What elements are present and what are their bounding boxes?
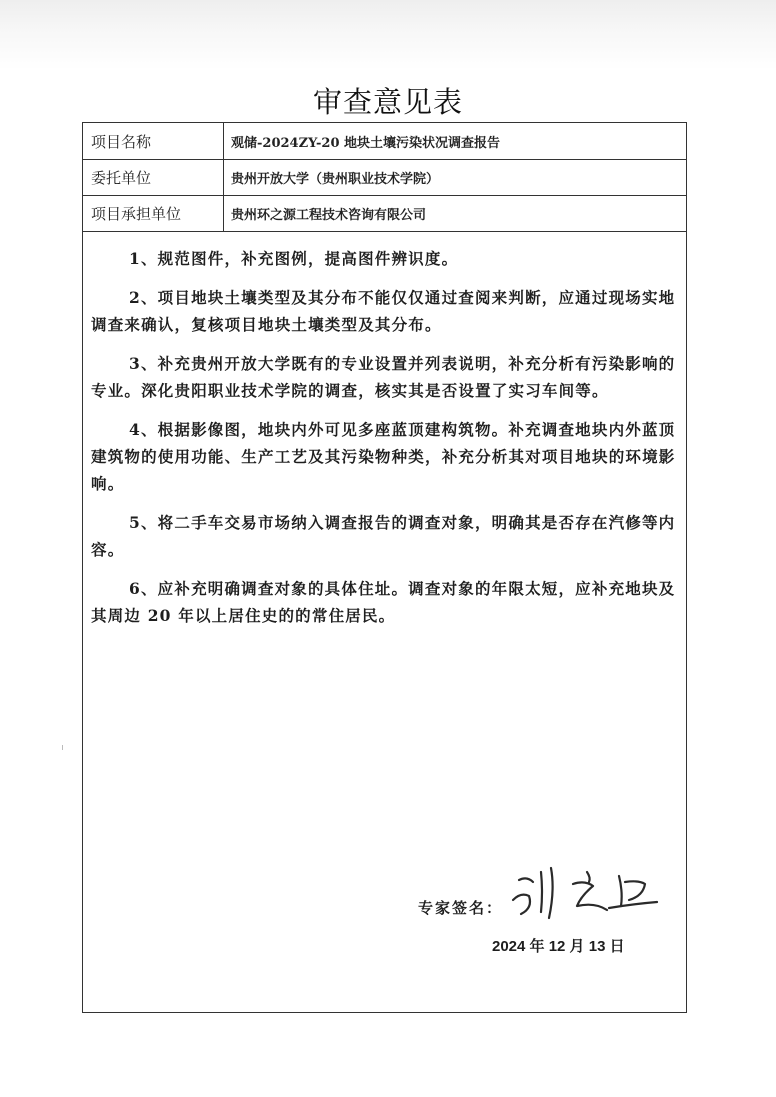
row-label: 项目名称 (91, 132, 152, 151)
row-value: 贵州开放大学（贵州职业技术学院） (231, 172, 440, 187)
row-project-name (83, 123, 686, 160)
row-value: 贵州环之源工程技术咨询有限公司 (231, 208, 427, 223)
opinion-item: 2、项目地块土壤类型及其分布不能仅仅通过查阅来判断，应通过现场实地调查来确认，复核项目地块土壤类型及其分布。 (91, 288, 676, 334)
opinion-item: 5、将二手车交易市场纳入调查报告的调查对象，明确其是否存在汽修等内容。 (91, 513, 676, 559)
document-title: 审查意见表 (312, 85, 463, 119)
opinion-item: 4、根据影像图，地块内外可见多座蓝顶建构筑物。补充调查地块内外蓝顶建筑物的使用功能、生产工艺及其污染物种类，补充分析其对项目地块的环境影响。 (91, 420, 676, 493)
row-label: 项目承担单位 (91, 205, 182, 223)
opinion-item: 6、应补充明确调查对象的具体住址。调查对象的年限太短，应补充地块及其周边 20 年以上居住史的的常住居民。 (91, 579, 676, 625)
opinion-item: 1、规范图件，补充图例，提高图件辨识度。 (129, 249, 459, 268)
signature-label: 专家签名： (418, 899, 504, 917)
review-opinions (83, 233, 686, 629)
signing-date: 2024 年 12 月 13 日 (492, 938, 625, 955)
handwritten-signature (507, 862, 667, 924)
row-contractor (83, 196, 686, 232)
scan-shadow (0, 0, 776, 70)
scan-artifact (62, 745, 63, 750)
row-label: 委托单位 (91, 169, 152, 187)
opinion-item: 3、补充贵州开放大学既有的专业设置并列表说明，补充分析有污染影响的专业。深化贵阳职业技术学院的调查，核实其是否设置了实习车间等。 (91, 354, 676, 400)
row-client (83, 160, 686, 196)
row-value: 观储-2024ZY-20 地块土壤污染状况调查报告 (231, 135, 501, 151)
